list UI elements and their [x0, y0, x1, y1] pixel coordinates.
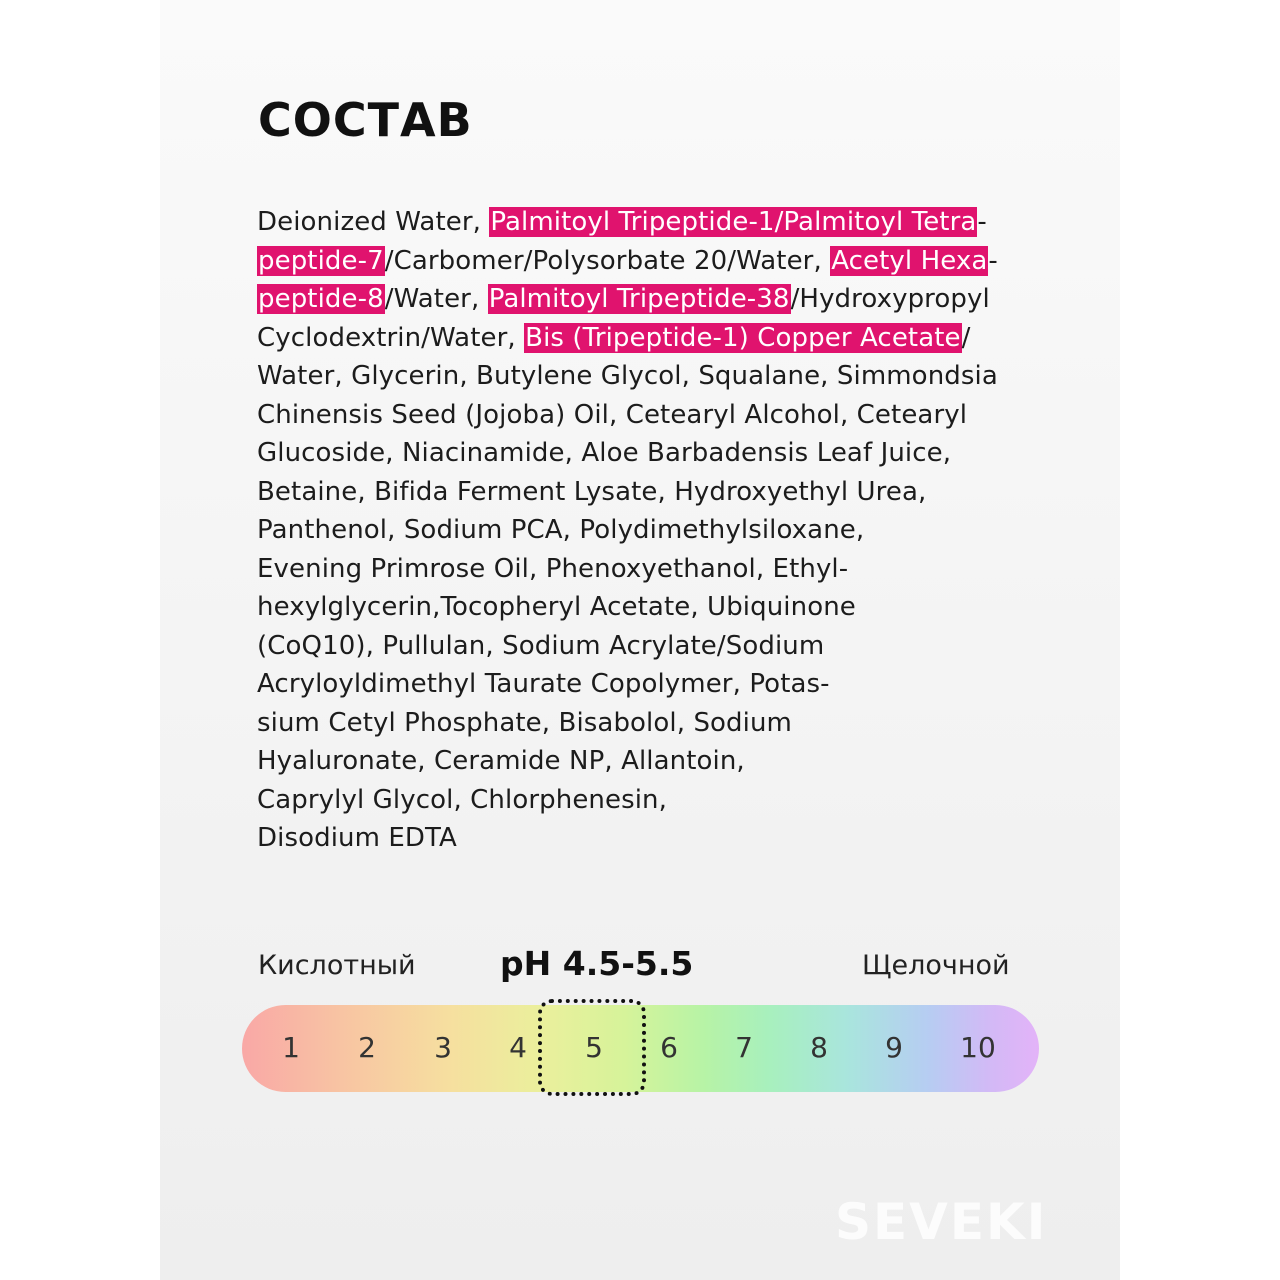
ingredient-line: [257, 550, 1047, 589]
ph-tick-label: 9: [885, 1031, 903, 1064]
ingredient-text: -: [988, 245, 998, 276]
ingredient-line: [257, 742, 1047, 781]
ingredient-line: [257, 819, 1047, 858]
ingredient-line: [257, 434, 1047, 473]
ingredient-text: /: [961, 322, 971, 353]
ph-tick-label: 3: [434, 1031, 452, 1064]
alkaline-label: Щелочной: [862, 950, 1010, 981]
ingredient-text: Chinensis Seed (Jojoba) Oil, Cetearyl Alcohol, Cetearyl: [257, 399, 968, 430]
ingredient-text: Panthenol, Sodium PCA, Polydimethylsiloxane,: [257, 515, 865, 545]
ph-tick-label: 7: [735, 1031, 753, 1064]
ingredient-text: Acryloyldimethyl Taurate Copolymer, Potas-: [257, 669, 830, 699]
highlighted-ingredient: Bis (Tripeptide-1) Copper Acetate: [525, 322, 961, 353]
ingredient-text: Disodium EDTA: [257, 823, 457, 853]
highlighted-ingredient: peptide-7: [258, 245, 384, 276]
ingredient-line: [257, 665, 1047, 704]
ph-tick-label: 5: [585, 1031, 603, 1064]
ingredient-line: [257, 511, 1047, 550]
ingredient-line: [257, 203, 1047, 242]
ingredient-text: Hyaluronate, Ceramide NP, Allantoin,: [257, 746, 745, 776]
ingredient-line: [257, 396, 1047, 435]
ingredient-text: Water, Glycerin, Butylene Glycol, Squalane, Simmondsia: [257, 361, 998, 391]
ingredient-text: Deionized Water,: [257, 207, 490, 237]
ingredient-line: [257, 781, 1047, 820]
highlighted-ingredient: Acetyl Hexa: [831, 245, 988, 276]
ingredient-text: /Carbomer/Polysorbate 20/Water,: [384, 245, 831, 276]
ingredient-text: (CoQ10), Pullulan, Sodium Acrylate/Sodium: [257, 630, 825, 661]
ingredient-text: -: [977, 207, 987, 237]
ingredient-text: Cyclodextrin/Water,: [257, 322, 525, 353]
ingredient-text: hexylglycerin,Tocopheryl Acetate, Ubiquinone: [257, 592, 856, 622]
ingredient-text: Caprylyl Glycol, Chlorphenesin,: [257, 784, 667, 815]
ingredient-line: [257, 319, 1047, 358]
ingredient-line: [257, 280, 1047, 319]
ingredient-line: [257, 473, 1047, 512]
ingredient-line: [257, 588, 1047, 627]
acidic-label: Кислотный: [258, 950, 416, 981]
highlighted-ingredient: Palmitoyl Tripeptide-1/Palmitoyl Tetra: [490, 207, 977, 237]
ph-tick-label: 8: [810, 1031, 828, 1064]
brand-watermark: SEVEKI: [835, 1193, 1048, 1251]
page-title: СОСТАВ: [258, 93, 473, 147]
ph-range-label: pH 4.5-5.5: [500, 944, 694, 983]
ingredient-text: Evening Primrose Oil, Phenoxyethanol, Ethyl-: [257, 553, 849, 584]
ph-tick-label: 1: [282, 1031, 300, 1064]
ph-tick-label: 6: [660, 1031, 678, 1064]
ingredient-text: Betaine, Bifida Ferment Lysate, Hydroxyethyl Urea,: [257, 476, 927, 507]
ingredients-list: [257, 203, 1047, 858]
ph-tick-label: 4: [509, 1031, 527, 1064]
ph-tick-label: 2: [358, 1031, 376, 1064]
ph-selected-marker: [538, 999, 646, 1096]
ingredient-line: [257, 704, 1047, 743]
ingredient-line: [257, 357, 1047, 396]
ingredient-text: /Hydroxypropyl: [790, 284, 990, 314]
ph-tick-label: 10: [960, 1031, 996, 1064]
highlighted-ingredient: Palmitoyl Tripeptide-38: [488, 284, 790, 314]
ingredient-text: Glucoside, Niacinamide, Aloe Barbadensis Leaf Juice,: [257, 438, 952, 468]
ingredient-text: /Water,: [384, 284, 488, 314]
ingredient-line: [257, 242, 1047, 281]
ingredient-line: [257, 627, 1047, 666]
highlighted-ingredient: peptide-8: [258, 284, 384, 314]
ingredient-text: sium Cetyl Phosphate, Bisabolol, Sodium: [257, 707, 792, 738]
